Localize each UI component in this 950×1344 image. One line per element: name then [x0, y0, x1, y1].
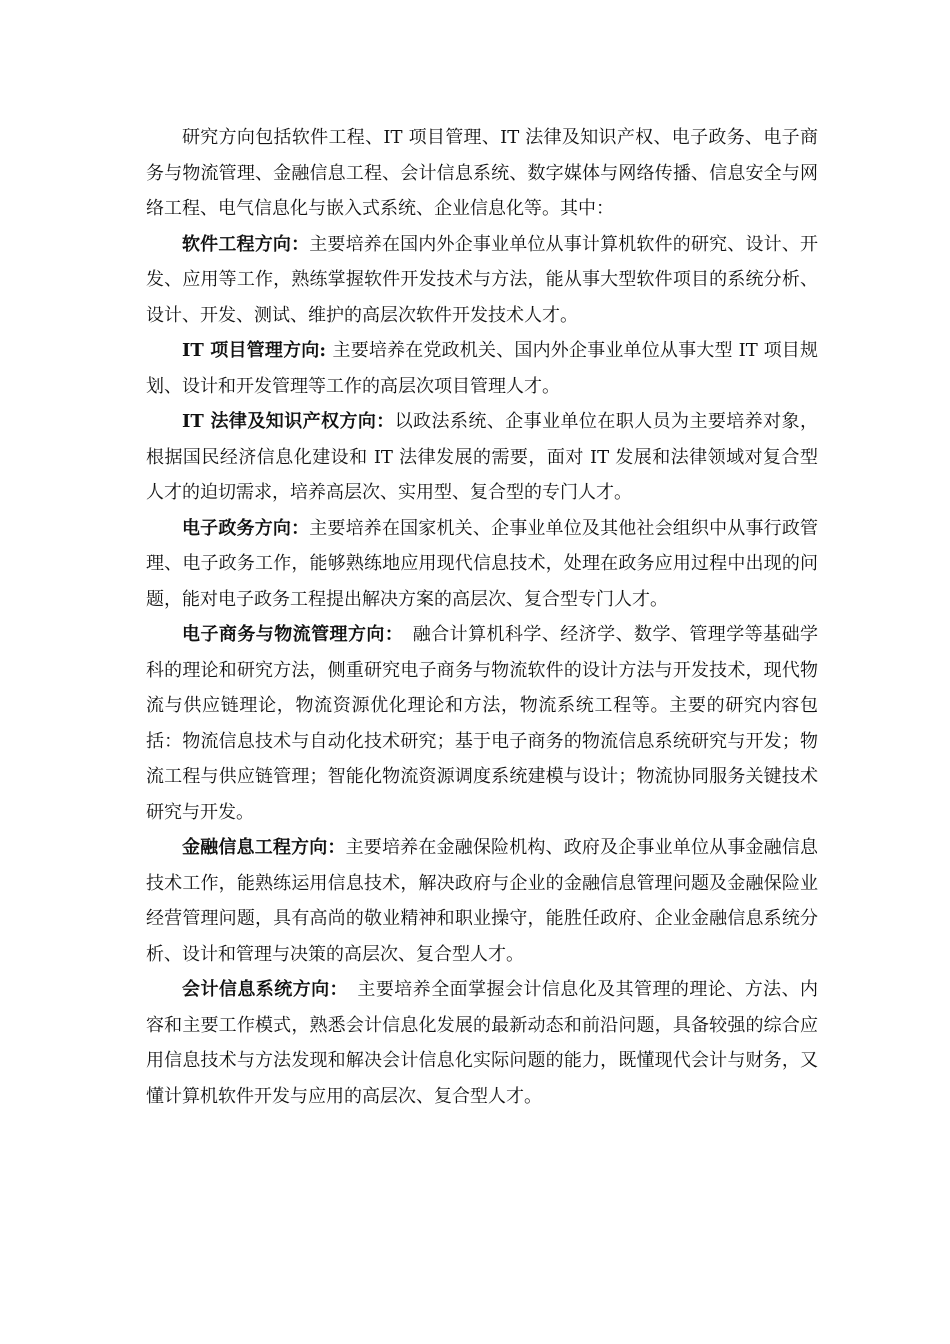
section-body: 主要培养在国内外企事业单位从事计算机软件的研究、设计、开发、应用等工作，熟练掌握软件开发技术与方法，能从事大型软件项目的系统分析、设计、开发、测试、维护的高层次软件开发技术人才。 — [146, 233, 819, 326]
section-body: 融合计算机科学、经济学、数学、管理学等基础学科的理论和研究方法，侧重研究电子商务与物流软件的设计方法与开发技术，现代物流与供应链理论，物流资源优化理论和方法，物流系统工程等。主要的研究内容包括：物流信息技术与自动化技术研究；基于电子商务的物流信息系统研究与开发；物流工程与供应链管理；智能化物流资源调度系统建模与设计；物流协同服务关键技术研究与开发。 — [146, 624, 819, 823]
intro-paragraph — [146, 120, 818, 227]
section-body: 主要培养全面掌握会计信息化及其管理的理论、方法、内容和主要工作模式，熟悉会计信息化发展的最新动态和前沿问题，具备较强的综合应用信息技术与方法发现和解决会计信息化实际问题的能力，既懂现代会计与财务，又懂计算机软件开发与应用的高层次、复合型人才。 — [146, 979, 819, 1107]
section-e-government — [146, 511, 818, 618]
section-heading: 电子政务方向： — [182, 517, 310, 539]
section-body: 以政法系统、企事业单位在职人员为主要培养对象，根据国民经济信息化建设和 IT 法律发展的需要，面对 IT 发展和法律领域对复合型人才的迫切需求，培养高层次、实用型、复合型的专门人才。 — [146, 411, 818, 503]
section-heading: 会计信息系统方向： — [182, 979, 339, 1000]
document-body — [146, 120, 818, 1114]
section-e-commerce-logistics — [146, 617, 818, 830]
section-heading: 电子商务与物流管理方向： — [182, 624, 395, 645]
section-body: 主要培养在党政机关、国内外企事业单位从事大型 IT 项目规划、设计和开发管理等工作的高层次项目管理人才。 — [146, 340, 818, 397]
section-accounting-information — [146, 972, 818, 1114]
section-body: 主要培养在国家机关、企事业单位及其他社会组织中从事行政管理、电子政务工作，能够熟练地应用现代信息技术，处理在政务应用过程中出现的问题，能对电子政务工程提出解决方案的高层次、复合型专门人才。 — [146, 517, 819, 610]
section-it-law — [146, 404, 818, 511]
section-heading: 软件工程方向： — [182, 233, 310, 255]
section-software-engineering — [146, 227, 818, 334]
section-heading: 金融信息工程方向： — [182, 837, 346, 858]
section-it-project-management — [146, 333, 818, 404]
section-heading: IT 法律及知识产权方向： — [182, 411, 395, 432]
section-heading: IT 项目管理方向: — [182, 340, 333, 361]
section-financial-information — [146, 830, 818, 972]
intro-text: 研究方向包括软件工程、IT 项目管理、IT 法律及知识产权、电子政务、电子商务与物流管理、金融信息工程、会计信息系统、数字媒体与网络传播、信息安全与网络工程、电气信息化与嵌入式系统、企业信息化等。其中： — [146, 127, 818, 219]
section-body: 主要培养在金融保险机构、政府及企事业单位从事金融信息技术工作，能熟练运用信息技术，解决政府与企业的金融信息管理问题及金融保险业经营管理问题，具有高尚的敬业精神和职业操守，能胜任政府、企业金融信息系统分析、设计和管理与决策的高层次、复合型人才。 — [146, 837, 819, 965]
